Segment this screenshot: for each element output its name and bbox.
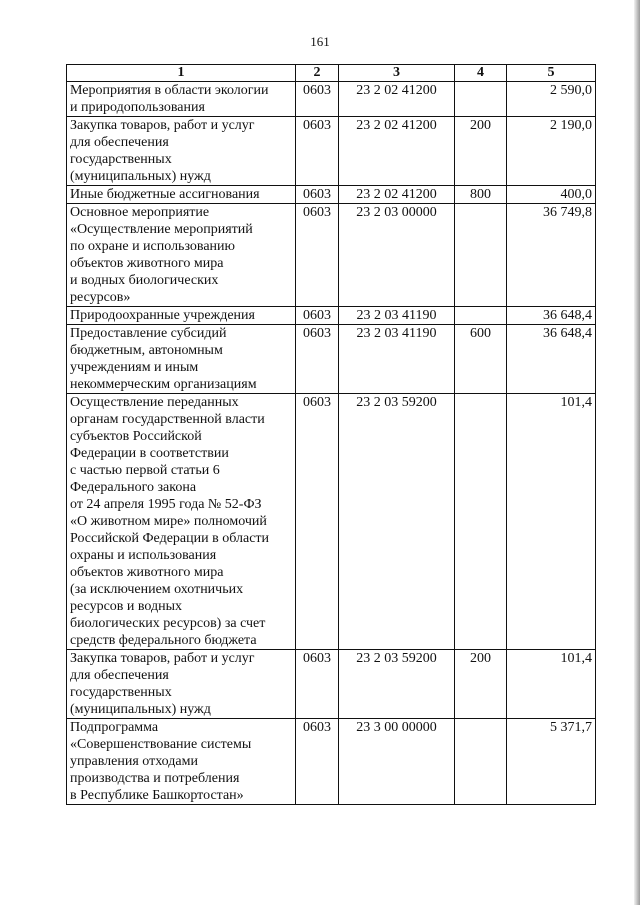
row-amount: 36 648,4 — [507, 307, 596, 325]
row-type — [455, 307, 507, 325]
row-amount: 400,0 — [507, 186, 596, 204]
row-amount: 2 190,0 — [507, 117, 596, 186]
column-header-3: 3 — [339, 65, 455, 82]
row-code: 23 2 02 41200 — [339, 117, 455, 186]
table-row — [67, 325, 596, 394]
row-type: 600 — [455, 325, 507, 394]
row-section: 0603 — [296, 719, 339, 805]
row-code: 23 2 03 59200 — [339, 394, 455, 650]
table-header-row — [67, 65, 596, 82]
row-name: Основное мероприятие «Осуществление мероприятий по охране и использованию объектов животного мира и водных биологических ресурсов» — [67, 204, 296, 307]
row-section: 0603 — [296, 186, 339, 204]
row-name: Закупка товаров, работ и услуг для обеспечения государственных (муниципальных) нужд — [67, 117, 296, 186]
row-code: 23 3 00 00000 — [339, 719, 455, 805]
row-amount: 101,4 — [507, 394, 596, 650]
row-code: 23 2 02 41200 — [339, 82, 455, 117]
row-name: Иные бюджетные ассигнования — [67, 186, 296, 204]
table-row — [67, 204, 596, 307]
budget-table — [66, 64, 596, 805]
table-row — [67, 117, 596, 186]
table-row — [67, 719, 596, 805]
row-amount: 36 749,8 — [507, 204, 596, 307]
row-code: 23 2 03 00000 — [339, 204, 455, 307]
row-type: 200 — [455, 117, 507, 186]
row-name: Природоохранные учреждения — [67, 307, 296, 325]
column-header-4: 4 — [455, 65, 507, 82]
table-row — [67, 650, 596, 719]
row-amount: 2 590,0 — [507, 82, 596, 117]
row-code: 23 2 03 41190 — [339, 325, 455, 394]
row-section: 0603 — [296, 650, 339, 719]
row-name: Подпрограмма «Совершенствование системы управления отходами производства и потребления в Республике Башкортостан» — [67, 719, 296, 805]
table-row — [67, 307, 596, 325]
row-type — [455, 394, 507, 650]
row-amount: 36 648,4 — [507, 325, 596, 394]
row-code: 23 2 02 41200 — [339, 186, 455, 204]
row-section: 0603 — [296, 117, 339, 186]
table-row — [67, 186, 596, 204]
row-type: 200 — [455, 650, 507, 719]
table-row — [67, 82, 596, 117]
row-section: 0603 — [296, 82, 339, 117]
row-name: Предоставление субсидий бюджетным, автономным учреждениям и иным некоммерческим организациям — [67, 325, 296, 394]
page-number: 161 — [310, 34, 330, 49]
row-type — [455, 82, 507, 117]
row-type — [455, 719, 507, 805]
row-type: 800 — [455, 186, 507, 204]
scan-edge — [634, 0, 640, 905]
row-name: Закупка товаров, работ и услуг для обеспечения государственных (муниципальных) нужд — [67, 650, 296, 719]
column-header-2: 2 — [296, 65, 339, 82]
row-code: 23 2 03 59200 — [339, 650, 455, 719]
row-section: 0603 — [296, 394, 339, 650]
row-code: 23 2 03 41190 — [339, 307, 455, 325]
row-name: Осуществление переданных органам государственной власти субъектов Российской Федерации в соответствии с частью первой статьи 6 Федерального закона от 24 апреля 1995 года № 52-ФЗ «О животном мире» полномочий Российской Федерации в области охраны и использования объектов животного мира (за исключением охотничьих ресурсов и водных биологических ресурсов) за счет средств федерального бюджета — [67, 394, 296, 650]
row-amount: 5 371,7 — [507, 719, 596, 805]
row-section: 0603 — [296, 204, 339, 307]
column-header-5: 5 — [507, 65, 596, 82]
row-type — [455, 204, 507, 307]
row-section: 0603 — [296, 325, 339, 394]
row-name: Мероприятия в области экологии и природопользования — [67, 82, 296, 117]
table-row — [67, 394, 596, 650]
row-amount: 101,4 — [507, 650, 596, 719]
column-header-1: 1 — [67, 65, 296, 82]
row-section: 0603 — [296, 307, 339, 325]
